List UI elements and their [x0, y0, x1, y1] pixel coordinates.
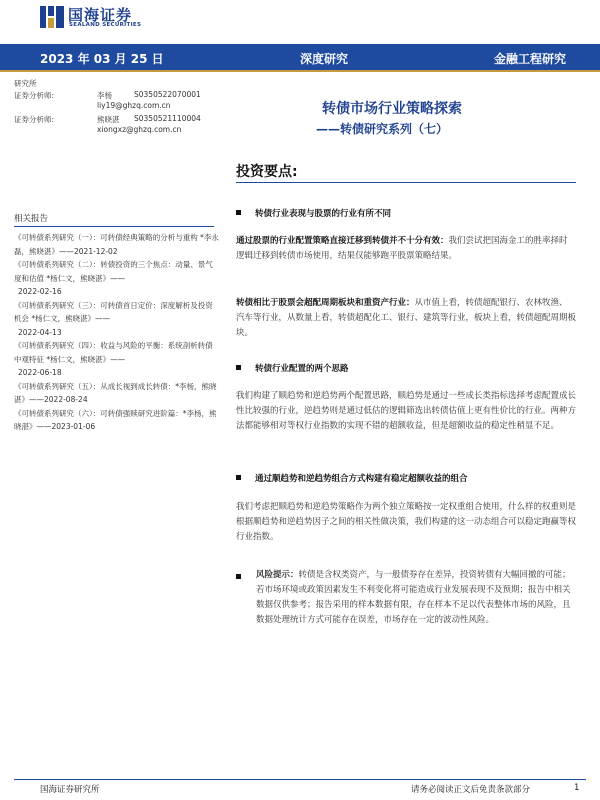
footer-institute: 国海证券研究所 [40, 785, 100, 795]
risk-bullet-square-icon [236, 574, 241, 579]
risk-text: 转债是含权类资产，与一般债券存在差异，投资转债有大幅回撤的可能；若市场环境或政策因素发生不利变化将可能造成行业发展表现不及预期；报告中相关数据仅供参考；报告采用的样本数据有限，存在样本不足以代表整体市场的风险，且数据处理统计方式可能存在误差，市场存在一定的波动性风险。 [256, 570, 571, 625]
related-report-date: 2022-02-16 [18, 287, 62, 296]
related-report-title: 《可转债系列研究（四）：收益与风险的平衡：系统剖析转债中观特征 *杨仁文，熊晓湛》—— [14, 341, 213, 364]
related-reports-list [14, 231, 219, 434]
analyst-email[interactable]: liy19@ghzq.com.cn [97, 101, 171, 110]
related-report-item[interactable] [14, 339, 219, 380]
related-report-title: 《可转债系列研究（五）：从成长视到成长转债：*李杨，熊晓湛》—— [14, 381, 217, 404]
related-report-item[interactable] [14, 258, 219, 299]
related-report-item[interactable] [14, 299, 219, 340]
related-report-title: 《可转债系列研究（六）：可转债强赎研究进阶篇：*李杨，熊晓湛》—— [14, 408, 217, 431]
related-reports-divider [14, 226, 214, 227]
section1-paragraph2 [236, 296, 576, 341]
analyst-name: 李杨 [97, 91, 112, 100]
section-heading-1: 转债行业表现与股票的行业有所不同 [236, 207, 391, 219]
section1-p2-lead: 转债相比于股票会超配周期板块和重资产行业： [236, 298, 415, 308]
key-points-divider [236, 182, 576, 183]
related-report-item[interactable] [14, 407, 219, 434]
bullet-square-icon [236, 475, 241, 480]
section3-paragraph: 我们考虑把顺趋势和逆趋势策略作为两个独立策略按一定权重组合使用，什么样的权重则是根据顺趋势和逆趋势因子之间的相关性做决策，我们构建的这一动态组合可以稳定跑赢等权行业指数。 [236, 502, 577, 542]
sealand-logo-mark-icon [40, 6, 64, 28]
related-report-item[interactable] [14, 231, 219, 258]
page-number: 1 [574, 783, 580, 793]
logo-name-cn: 国海证券 [68, 6, 133, 24]
related-report-title: 《可转债系列研究（二）：转债投资的三个焦点：动量、景气度和估值 *杨仁文，熊晓湛》—— [14, 260, 213, 283]
report-type: 深度研究 [300, 52, 349, 66]
industry-label: 金融工程研究 [494, 52, 567, 66]
section1-p1-text: 我们尝试把国海金工的胜率择时逻辑迁移到转债市场使用，结果仅能够跑平股票策略结果。 [236, 236, 568, 261]
analyst-license: S0350522070001 [134, 90, 201, 99]
footer-disclaimer[interactable]: 请务必阅读正文后免责条款部分 [411, 785, 531, 795]
analyst-email[interactable]: xiongxz@ghzq.com.cn [97, 125, 182, 134]
section1-p2-text: 从市值上看，转债超配银行、农林牧渔、汽车等行业，从数量上看，转债超配化工、银行、建筑等行业，板块上看，转债超配周期板块。 [236, 298, 577, 338]
company-logo [40, 4, 180, 30]
related-report-title: 《可转债系列研究（一）：可转债经典策略的分析与重构 *李永磊，熊晓湛》—— [14, 233, 219, 256]
section1-paragraph1 [236, 234, 576, 264]
logo-name-en: SEALAND SECURITIES [69, 22, 142, 28]
risk-warning [256, 568, 576, 628]
related-reports-heading: 相关报告 [14, 214, 49, 224]
bullet-square-icon [236, 210, 241, 215]
institute-label: 研究所 [14, 79, 37, 88]
related-report-date: 2022-04-13 [18, 327, 62, 337]
related-report-date: 2021-12-02 [74, 246, 118, 256]
analyst-license: S0350521110004 [134, 114, 201, 123]
header-accent-line [0, 70, 600, 72]
related-report-title: 《可转债系列研究（三）：可转债首日定价：深度解析及投资机会 *杨仁文，熊晓湛》—— [14, 300, 213, 323]
risk-label: 风险提示： [256, 570, 299, 580]
analyst-role: 证券分析师: [14, 115, 55, 124]
analyst-role: 证券分析师: [14, 91, 55, 100]
section-heading-2: 转债行业配置的两个思路 [236, 362, 349, 374]
footer-divider [14, 779, 586, 780]
report-title: 转债市场行业策略探索 [322, 101, 462, 117]
related-report-date: 2022-06-18 [18, 368, 62, 377]
bullet-square-icon [236, 365, 241, 370]
key-points-heading: 投资要点: [236, 164, 298, 180]
section2-paragraph: 我们构建了顺趋势和逆趋势两个配置思路，顺趋势是通过一些成长类指标选择考虑配置成长性比较强的行业，逆趋势则是通过低估的逻辑筛选出转债估值上更有性价比的行业。两种方法都能够相对等权行业指数的实现不错的超额收益，但是超额收益的稳定性稍显不足。 [236, 391, 577, 431]
related-report-item[interactable] [14, 380, 219, 407]
section1-p1-lead: 通过股票的行业配置策略直接迁移到转债并不十分有效： [236, 236, 449, 246]
report-subtitle: ——转债研究系列（七） [316, 122, 449, 136]
report-date: 2023 年 03 月 25 日 [40, 52, 164, 66]
related-report-date: 2023-01-06 [51, 422, 96, 431]
related-report-date: 2022-08-24 [44, 395, 88, 404]
section-heading-3: 通过顺趋势和逆趋势组合方式构建有稳定超额收益的组合 [236, 472, 468, 484]
analyst-name: 熊晓湛 [97, 115, 120, 124]
